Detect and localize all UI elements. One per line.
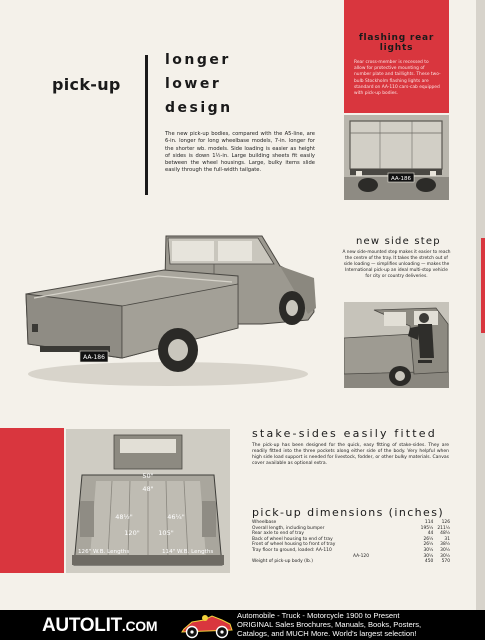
dimensions-title: pick-up dimensions (inches) [252,506,445,519]
dimension-value-short-wb: 114 [424,520,434,525]
pickup-bed-photo [66,429,230,573]
vertical-divider [145,55,148,195]
dimension-value-long-wb: 38½ [440,542,450,548]
dimension-value-short-wb: 30½ [423,553,434,559]
stake-sides-text: The pick-up has been designed for the quick, easy fitting of stake-sides. They are readily fitted into the three pockets along either side of the body. Very helpful when high side load support is needed for livestock, fodder, or other bulky materials. Canvas cover available as optional extra. [252,443,449,467]
section-title: pick-up [52,75,121,94]
dimension-label: Tray floor to ground, loaded: AA-110 [252,547,332,553]
rear-plate-text: AA-186 [390,176,412,182]
bed-wheel-right: 46¼" [167,513,185,521]
dimension-value-long-wb: 126 [441,520,450,525]
logo-suffix: .COM [121,618,158,634]
headline-line-2: lower [165,76,222,92]
bed-wheel-left: 48½" [115,513,133,521]
footer-bar [0,610,485,640]
dimension-value-long-wb: 211½ [437,525,450,531]
dimension-label: Rear axle to end of tray [252,531,304,537]
pickup-truck-photo [18,212,318,390]
stake-sides-accent [0,428,64,573]
bed-wb-long-label: 126" W.B. Lengths [78,549,130,555]
dimension-label: Wheelbase [252,520,277,525]
autolit-logo[interactable] [42,615,157,637]
dimension-value-short-wb: 26½ [423,542,434,548]
stake-sides-title: stake-sides easily fitted [252,427,437,440]
dimension-value-short-wb: 450 [424,559,434,565]
dimension-value-short-wb: 30½ [423,547,434,553]
headline-line-3: design [165,100,233,116]
dimension-value-long-wb: 570 [441,559,450,565]
footer-line-3: Catalogs, and MUCH More. World's largest selection! [237,629,417,639]
dimension-value-short-wb: 195½ [420,525,434,531]
rear-view-photo [344,115,449,200]
dimension-label: AA-120 [353,553,369,559]
dimension-value-long-wb: 31 [444,536,450,542]
flashing-lights-title: flashing rear lights [358,33,435,53]
side-step-text: A new side-mounted step makes it easier to reach the centre of the tray. It takes the stretch out of side loading — simplifies unloading — makes the International pick-up an ideal multi-stop vehicle for city or country deliveries. [342,250,451,280]
footer-line-2: ORIGINAL Sales Brochures, Manuals, Books, Posters, [237,620,422,630]
side-step-title: new side step [356,236,441,247]
intro-paragraph: The new pick-up bodies, compared with the A5-line, are 6-in. longer for long wheelbase models, 7-in. longer for the shorter wb. models. Side loading is easier as height of sides is down 1½-in. Large building sheets fit easily between the wheel housings. Large, bulky items slide easily through the full-width tailgate. [165,131,315,174]
page-edge-red-mark [481,238,485,333]
dimension-value-long-wb: 30½ [440,547,450,553]
dimension-value-long-wb: 48½ [440,531,450,537]
bed-length-long: 105" [158,529,174,537]
dimension-label: Overall length, including bumper [252,525,325,531]
dimension-label: Back of wheel housing to end of tray [252,536,333,542]
truck-plate-text: AA-186 [83,354,105,361]
bed-wb-short-label: 114" W.B. Lengths [162,549,214,555]
logo-text: AUTOLIT [42,615,122,636]
race-car-icon [178,612,236,640]
dimension-label: Weight of pick-up body (lb.) [252,559,313,565]
footer-tagline [237,611,482,639]
bed-inner-width: 48" [142,485,154,493]
footer-line-1: Automobile - Truck - Motorcycle 1900 to Present [237,611,400,620]
dimension-row [252,559,450,565]
headline [165,48,233,120]
dimension-label: Front of wheel housing to front of tray [252,542,336,548]
dimension-value-long-wb: 30½ [440,553,450,559]
dimension-value-short-wb: 44 [427,531,434,537]
side-step-photo [344,302,449,388]
dimensions-table [252,520,450,565]
bed-length-short: 120" [124,529,140,537]
flashing-lights-text: Rear cross-member is recessed to allow for protective mounting of number plate and taillights. These two-bulb Stockholm flashing lights are standard on AA-110 cars-cab equipped with pick-up bodies. [354,60,441,97]
bed-top-width: 50" [142,472,154,480]
dimension-value-short-wb: 26½ [423,536,434,542]
headline-line-1: longer [165,52,231,68]
